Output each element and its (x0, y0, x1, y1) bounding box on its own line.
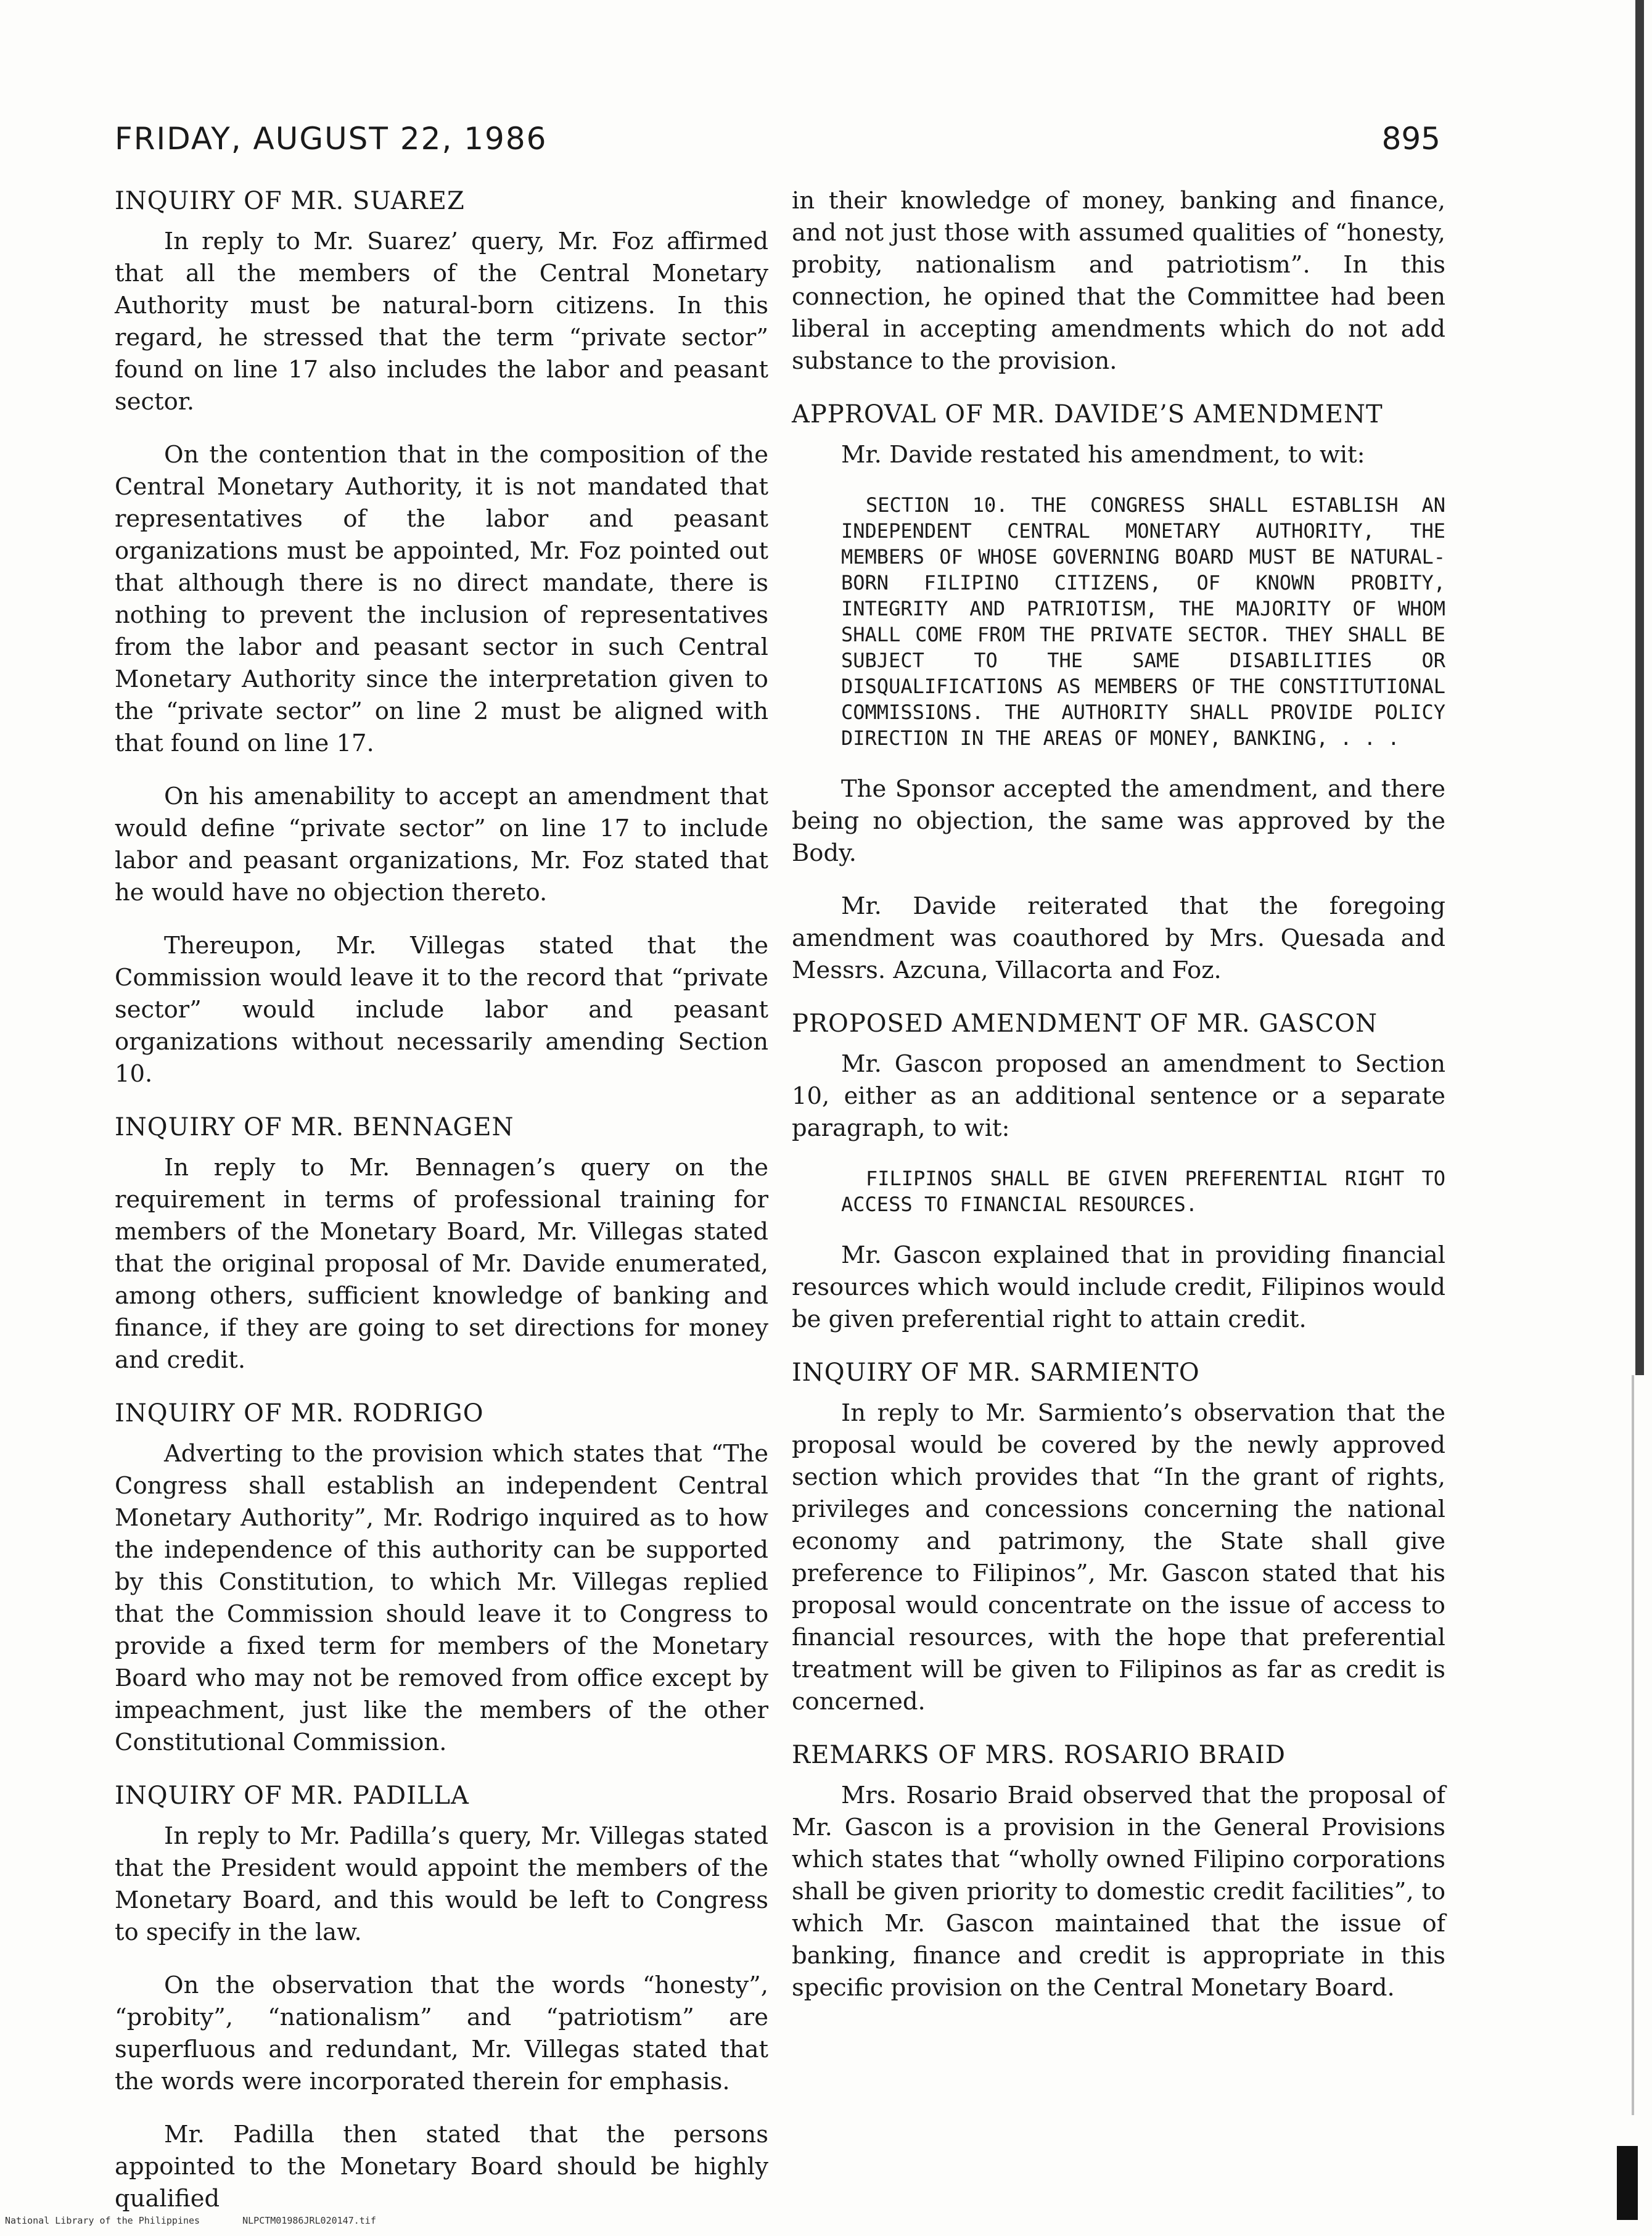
paragraph: Mr. Davide restated his amendment, to wit: (841, 441, 1365, 469)
amendment-text: SECTION 10. THE CONGRESS SHALL ESTABLISH AN INDEPENDENT CENTRAL MONETARY AUTHORITY, THE MEMBERS OF WHOSE GOVERNING BOARD MUST BE NATURAL-BORN FILIPINO CITIZENS, OF KNOWN PROBITY, INTEGRITY AND PATRIOTISM, THE MAJORITY OF WHOM SHALL COME FROM THE PRIVATE SECTOR. THEY SHALL BE SUBJECT TO THE SAME DISABILITIES OR DISQUALIFICATIONS AS MEMBERS OF THE CONSTITUTIONAL COMMISSIONS. THE AUTHORITY SHALL PROVIDE POLICY DIRECTION IN THE AREAS OF MONEY, BANKING, . . . (841, 493, 1445, 750)
section-heading: REMARKS OF MRS. ROSARIO BRAID (792, 1741, 1286, 1769)
section-approval-davide-amendment (792, 398, 1445, 987)
section-proposed-amendment-gascon (792, 1008, 1445, 1336)
section-heading: PROPOSED AMENDMENT OF MR. GASCON (792, 1009, 1378, 1038)
amendment-text: FILIPINOS SHALL BE GIVEN PREFERENTIAL RIGHT TO ACCESS TO FINANCIAL RESOURCES. (841, 1167, 1445, 1216)
section-inquiry-padilla (115, 1780, 768, 2215)
section-heading: INQUIRY OF MR. BENNAGEN (115, 1113, 514, 1141)
paragraph: Mr. Padilla then stated that the persons appointed to the Monetary Board should be highly qualified (115, 2121, 768, 2213)
page-number: 895 (1381, 121, 1440, 157)
section-heading: INQUIRY OF MR. PADILLA (115, 1782, 469, 1810)
paragraph: In reply to Mr. Padilla’s query, Mr. Villegas stated that the President would appoint the members of the Monetary Board, and this would be left to Congress to specify in the law. (115, 1822, 768, 1946)
paragraph: On his amenability to accept an amendment that would define “private sector” on line 17 to include labor and peasant organizations, Mr. Foz stated that he would have no objection thereto. (115, 783, 768, 906)
paragraph: In reply to Mr. Bennagen’s query on the requirement in terms of professional training for members of the Monetary Board, Mr. Villegas stated that the original proposal of Mr. Davide enumerated, among others, sufficient knowledge of banking and finance, if they are going to set directions for money and credit. (115, 1154, 768, 1374)
scan-footer (5, 2215, 413, 2226)
scan-edge-line (1632, 1375, 1634, 2115)
section-inquiry-rodrigo (115, 1397, 768, 1759)
paragraph: In reply to Mr. Sarmiento’s observation that the proposal would be covered by the newly approved section which provides that “In the grant of rights, privileges and concessions concerning the national economy and patrimony, the State shall give preference to Filipinos”, Mr. Gascon stated that his proposal would concentrate on the issue of access to financial resources, with the hope that preferential treatment will be given to Filipinos as far as credit is concerned. (792, 1399, 1445, 1716)
scan-edge-shadow (1635, 0, 1644, 1375)
paragraph: On the contention that in the composition of the Central Monetary Authority, it is not mandated that representatives of the labor and peasant organizations must be appointed, Mr. Foz pointed out that although there is no direct mandate, there is nothing to prevent the inclusion of representatives from the labor and peasant sector in such Central Monetary Authority since the interpretation given to the “private sector” on line 2 must be aligned with that found on line 17. (115, 441, 768, 757)
paragraph: The Sponsor accepted the amendment, and there being no objection, the same was approved by the Body. (792, 775, 1445, 867)
library-credit: National Library of the Philippines (5, 2215, 200, 2226)
paragraph-continued: in their knowledge of money, banking and finance, and not just those with assumed qualities of “honesty, probity, nationalism and patriotism”. In this connection, he opined that the Committee had been liberal in accepting amendments which do not add substance to the provision. (792, 187, 1445, 375)
section-inquiry-bennagen (115, 1111, 768, 1376)
section-heading: APPROVAL OF MR. DAVIDE’S AMENDMENT (792, 400, 1383, 429)
paragraph: Adverting to the provision which states that “The Congress shall establish an independent Central Monetary Authority”, Mr. Rodrigo inquired as to how the independence of this authority can be supported by this Constitution, to which Mr. Villegas replied that the Commission should leave it to Congress to provide a fixed term for members of the Monetary Board who may not be removed from office except by impeachment, just like the members of the other Constitutional Commission. (115, 1440, 768, 1756)
paragraph: Mr. Davide reiterated that the foregoing amendment was coauthored by Mrs. Quesada and Messrs. Azcuna, Villacorta and Foz. (792, 892, 1445, 984)
scan-corner-mark (1617, 2146, 1638, 2220)
section-heading: INQUIRY OF MR. SARMIENTO (792, 1358, 1200, 1387)
journal-date: FRIDAY, AUGUST 22, 1986 (115, 121, 548, 157)
paragraph: On the observation that the words “honesty”, “probity”, “nationalism” and “patriotism” are superfluous and redundant, Mr. Villegas stated that the words were incorporated therein for emphasis. (115, 1971, 768, 2095)
paragraph: Mr. Gascon explained that in providing financial resources which would include credit, Filipinos would be given preferential right to attain credit. (792, 1241, 1445, 1333)
section-inquiry-sarmiento (792, 1357, 1445, 1718)
section-heading: INQUIRY OF MR. RODRIGO (115, 1399, 484, 1428)
paragraph: Mrs. Rosario Braid observed that the proposal of Mr. Gascon is a provision in the General Provisions which states that “wholly owned Filipino corporations shall be given priority to domestic credit facilities”, to which Mr. Gascon maintained that the issue of banking, finance and credit is appropriate in this specific provision on the Central Monetary Board. (792, 1782, 1445, 2002)
section-heading: INQUIRY OF MR. SUAREZ (115, 187, 465, 215)
file-name: NLPCTM01986JRL020147.tif (242, 2215, 376, 2226)
section-inquiry-suarez (115, 185, 768, 1090)
left-column (115, 185, 768, 2236)
section-remarks-rosario-braid (792, 1739, 1445, 2004)
paragraph: Mr. Gascon proposed an amendment to Section 10, either as an additional sentence or a separate paragraph, to wit: (792, 1050, 1445, 1142)
paragraph: In reply to Mr. Suarez’ query, Mr. Foz affirmed that all the members of the Central Monetary Authority must be natural-born citizens. In this regard, he stressed that the term “private sector” found on line 17 also includes the labor and peasant sector. (115, 228, 768, 416)
paragraph: Thereupon, Mr. Villegas stated that the Commission would leave it to the record that “private sector” would include labor and peasant organizations without necessarily amending Section 10. (115, 932, 768, 1088)
page-header (115, 121, 1440, 164)
right-column (792, 185, 1445, 2025)
